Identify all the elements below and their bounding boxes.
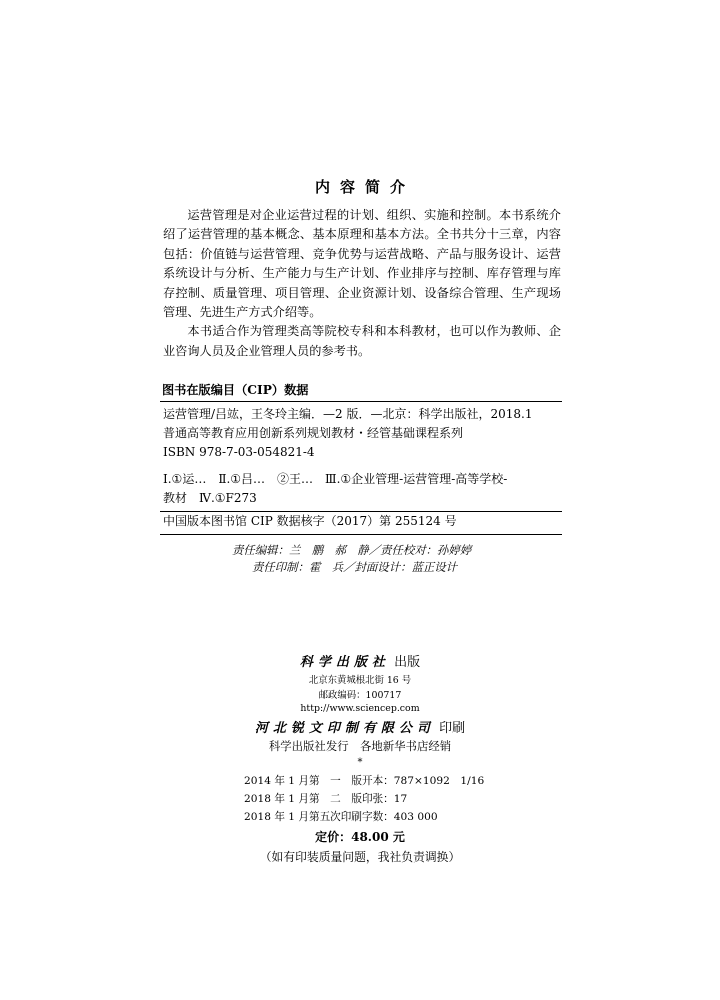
publisher-suffix: 出版 [394,655,421,670]
publisher-line [0,651,720,670]
title-char: 介 [390,178,406,196]
editors-line: 责任印制：霍 兵／封面设计：蓝正设计 [252,560,458,574]
stats-row [244,772,484,790]
title-char: 内 [314,178,330,196]
intro-paragraph: 运营管理是对企业运营过程的计划、组织、实施和控制。本书系统介绍了运营管理的基本概念、基本原理和基本方法。全书共分十三章，内容包括：价值链与运营管理、竞争优势与运营战略、产品与服务设计、运营系统设计与分析、生产能力与生产计划、作业排序与控制、库存管理与库存控制、质量管理、项目管理、企业资源计划、设备综合管理、生产现场管理、先进生产方式介绍等。 [163,208,561,320]
cip-isbn: ISBN 978-7-03-054821-4 [163,445,315,459]
cip-series-line: 普通高等教育应用创新系列规划教材・经管基础课程系列 [163,426,464,440]
separator-star: * [357,757,363,768]
printer-suffix: 印刷 [439,721,466,736]
cip-entry [163,405,561,462]
format: 开本：787×1092 1/16 [362,775,485,787]
postcode: 邮政编码：100717 [318,690,402,701]
divider [160,534,562,535]
intro-text [163,206,561,361]
printer-line [0,717,720,736]
title-char: 容 [339,178,355,196]
word-count: 字数：403 000 [362,811,438,823]
cip-title-line: 运营管理/吕竑，王冬玲主编．—2 版．—北京：科学出版社，2018.1 [163,407,533,421]
cip-classification [163,470,561,508]
stats-row [244,790,407,808]
publisher-address: 北京东黄城根北街 16 号 [308,675,412,686]
cip-class-line: 教材 Ⅳ.①F273 [163,491,257,505]
printer-name: 河北锐文印制有限公司 [254,721,435,736]
cip-verify: 中国版本图书馆 CIP 数据核字（2017）第 255124 号 [163,514,457,528]
price: 定价：48.00 元 [315,830,405,844]
title-char: 简 [365,178,381,196]
quality-notice: （如有印装质量问题，我社负责调换） [259,850,461,864]
divider [160,401,562,402]
page-title [0,176,720,197]
cip-heading: 图书在版编目（CIP）数据 [162,383,309,397]
edition-1: 2014 年 1 月第 一 版 [244,775,362,787]
publisher-url: http://www.sciencep.com [300,703,420,714]
editors-line: 责任编辑：兰 鹏 郝 静／责任校对：孙婷婷 [232,543,472,557]
cip-class-line: Ⅰ.①运… Ⅱ.①吕… ②王… Ⅲ.①企业管理-运营管理-高等学校- [163,472,508,486]
print-run: 2018 年 1 月第五次印刷 [244,811,362,823]
publisher-name: 科学出版社 [299,655,390,670]
distribution: 科学出版社发行 各地新华书店经销 [268,739,452,753]
edition-2: 2018 年 1 月第 二 版 [244,793,362,805]
stats-row [244,808,438,826]
intro-paragraph: 本书适合作为管理类高等院校专科和本科教材，也可以作为教师、企业咨询人员及企业管理人员的参考书。 [163,324,561,358]
sheets: 印张：17 [362,793,408,805]
